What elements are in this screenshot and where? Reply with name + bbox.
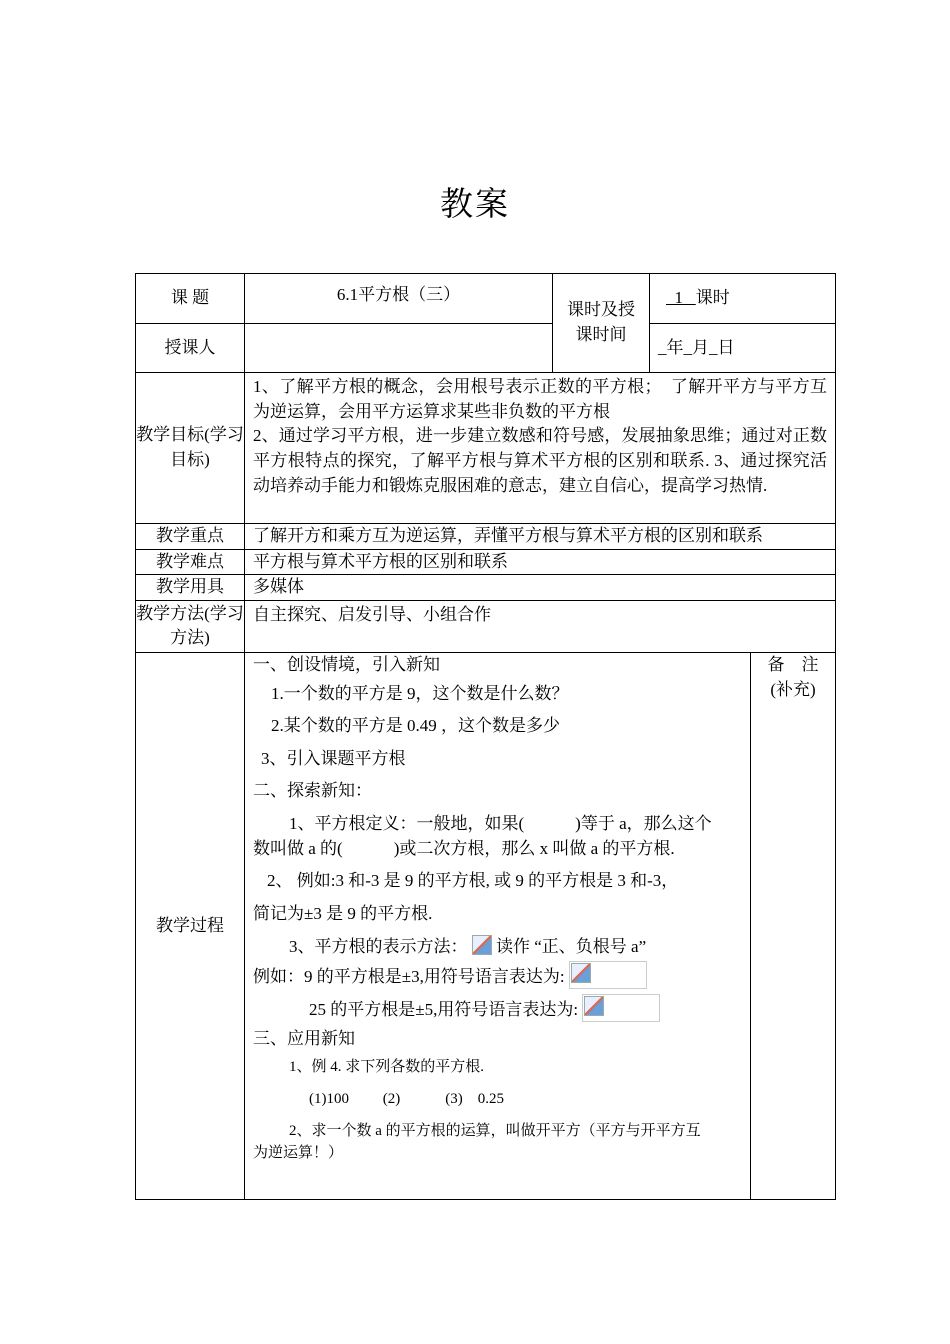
topic-label: 课 题 [136,274,245,324]
row-process [136,652,836,1199]
method-text: 自主探究、启发引导、小组合作 [245,600,836,652]
note-label: 备 注(补充) [767,654,819,699]
tools-label: 教学用具 [136,575,245,601]
difficulty-label: 教学难点 [136,549,245,575]
application-2-line-1: 2、求一个数 a 的平方根的运算，叫做开平方（平方与开平方互 [289,1122,701,1139]
row-goals [136,373,836,524]
example-line-2: 简记为±3 是 9 的平方根. [253,904,433,924]
focus-text: 了解开方和乘方互为逆运算，弄懂平方根与算术平方根的区别和联系 [245,524,836,550]
goals-label: 教学目标(学习目标) [136,373,245,524]
date-value: _年_月_日 [650,324,836,373]
application-1: 1、例 4. 求下列各数的平方根. [289,1059,485,1076]
formula-image-icon [571,963,591,983]
row-difficulty [136,549,836,575]
definition-line-2: 数叫做 a 的( )或二次方根，那么 x 叫做 a 的平方根. [253,838,675,858]
application-items: (1)100 (2) (3) 0.25 [309,1091,504,1107]
page-title: 教案 [440,184,510,223]
row-tools [136,575,836,601]
example-9-line: 例如：9 的平方根是±3,用符号语言表达为: [253,961,742,990]
lesson-plan-table [135,273,836,1200]
row-topic [136,274,836,324]
focus-label: 教学重点 [136,524,245,550]
tools-text: 多媒体 [245,575,836,601]
example-25-line: 25 的平方根是±5,用符号语言表达为: [253,994,742,1023]
period-count [650,274,836,324]
row-teacher [136,324,836,373]
period-unit: 课时 [695,288,730,307]
question-3: 3、引入课题平方根 [261,748,406,768]
difficulty-text: 平方根与算术平方根的区别和联系 [245,549,836,575]
representation-line: 3、平方根的表示方法： 读作 “正、负根号 a” [289,936,647,956]
period-count-value: 1 [674,288,683,307]
row-focus [136,524,836,550]
process-content [245,652,751,1199]
formula-image-icon [584,996,604,1016]
formula-image-box-1 [569,961,647,989]
sqrt-formula-image-icon [472,935,492,955]
example-line-1: 2、 例如:3 和-3 是 9 的平方根, 或 9 的平方根是 3 和-3， [267,871,679,891]
process-note [751,652,836,1199]
section-2-heading: 二、探索新知： [253,781,372,801]
process-label: 教学过程 [136,652,245,1199]
period-label: 课时及授课时间 [553,274,650,373]
teacher-value [245,324,553,373]
method-label: 教学方法(学习方法) [136,600,245,652]
topic-value: 6.1平方根（三） [245,274,553,324]
section-1-heading: 一、创设情境，引入新知 [253,654,440,674]
question-1: 1.一个数的平方是 9，这个数是什么数？ [271,683,569,703]
application-2-line-2: 为逆运算！） [253,1144,344,1161]
definition-line-1: 1、平方根定义：一般地，如果( )等于 a，那么这个 [289,814,712,834]
section-3-heading: 三、应用新知 [253,1028,355,1048]
row-method [136,600,836,652]
question-2: 2.某个数的平方是 0.49 ，这个数是多少 [271,716,560,736]
goals-text: 1、了解平方根的概念，会用根号表示正数的平方根； 了解开平方与平方互为逆运算，会用平方运算求某些非负数的平方根 2、通过学习平方根，进一步建立数感和符号感，发展抽象思维；通过对正数平方根特点的探究，了解平方根与算术平方根的区别和联系. 3、通过探究活动培养动手能力和锻炼克服困难的意志，建立自信心，提高学习热情. [245,373,836,524]
teacher-label: 授课人 [136,324,245,373]
formula-image-box-2 [582,994,660,1022]
